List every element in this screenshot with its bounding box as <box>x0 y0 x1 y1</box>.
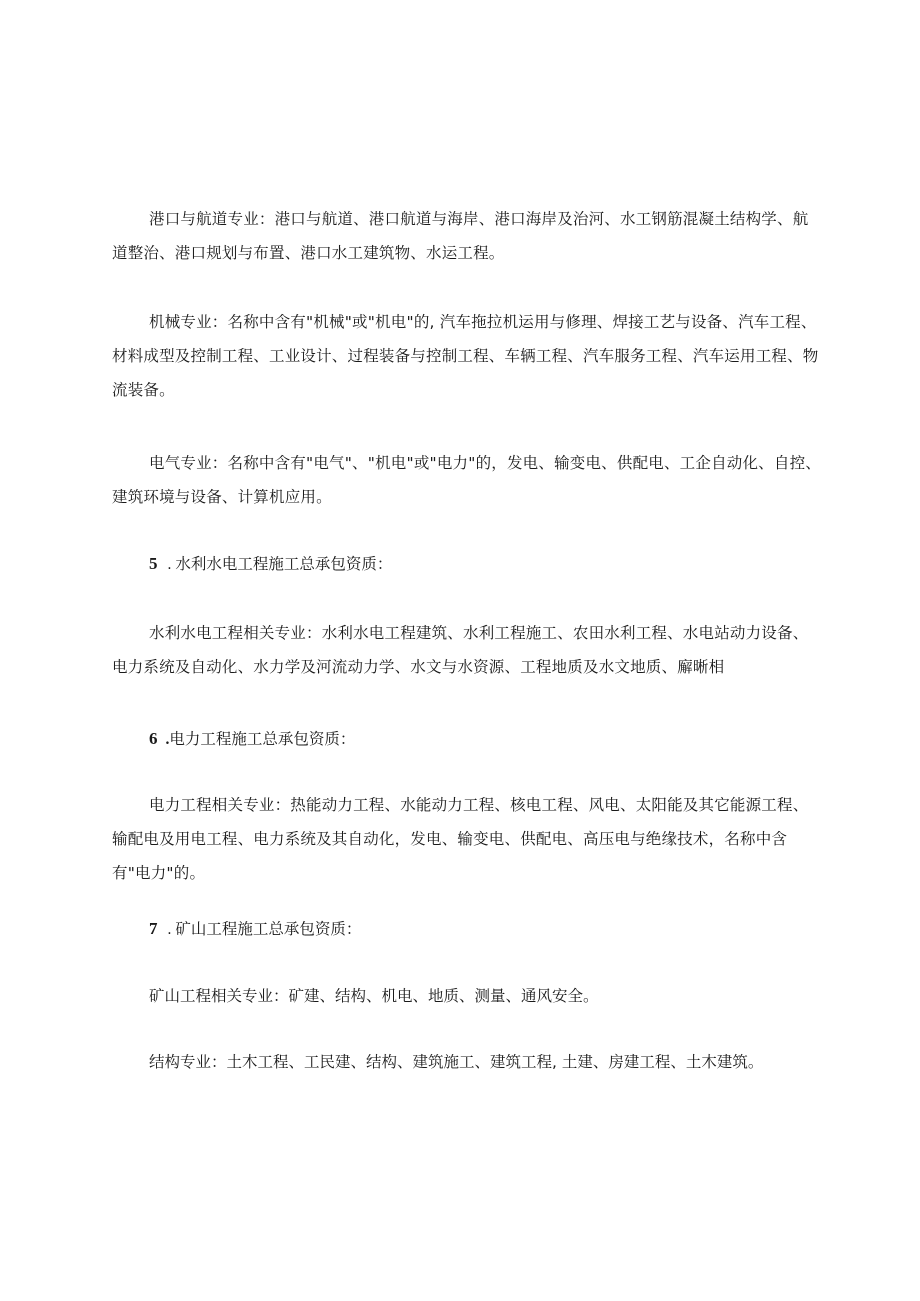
heading-6-text: 电力工程施工总承包资质： <box>169 730 356 748</box>
paragraph-electrical-major: 电气专业：名称中含有"电气"、"机电"或"电力"的，发电、输变电、供配电、工企自动化、自控、建筑环境与设备、计算机应用。 <box>112 454 821 506</box>
paragraph-water-conservancy-majors: 水利水电工程相关专业：水利水电工程建筑、水利工程施工、农田水利工程、水电站动力设备、电力系统及自动化、水力学及河流动力学、水文与水资源、工程地质及水文地质、廨晰相 <box>112 624 809 676</box>
heading-section-5 <box>149 547 392 582</box>
heading-section-7 <box>149 912 361 947</box>
heading-5-number: 5 <box>149 554 158 573</box>
paragraph-power-engineering-majors: 电力工程相关专业：热能动力工程、水能动力工程、核电工程、风电、太阳能及其它能源工程、输配电及用电工程、电力系统及其自动化，发电、输变电、供配电、高压电与绝缘技术，名称中含有"电力"的。 <box>112 796 809 882</box>
heading-6-separator: . <box>165 731 170 748</box>
heading-5-separator: . <box>167 556 172 573</box>
heading-7-separator: . <box>167 921 172 938</box>
heading-7-number: 7 <box>149 919 158 938</box>
paragraph-mining-majors: 矿山工程相关专业：矿建、结构、机电、地质、测量、通风安全。 <box>149 987 599 1005</box>
paragraph-structural-major: 结构专业：土木工程、工民建、结构、建筑施工、建筑工程, 土建、房建工程、土木建筑。 <box>149 1053 764 1071</box>
paragraph-harbor-major: 港口与航道专业：港口与航道、港口航道与海岸、港口海岸及治河、水工钢筋混凝土结构学、航道整治、港口规划与布置、港口水工建筑物、水运工程。 <box>112 210 809 262</box>
heading-5-text: 水利水电工程施工总承包资质： <box>175 555 393 573</box>
paragraph-mechanical-major: 机械专业：名称中含有"机械"或"机电"的, 汽车拖拉机运用与修理、焊接工艺与设备、汽车工程、材料成型及控制工程、工业设计、过程装备与控制工程、车辆工程、汽车服务工程、汽车运用工程、物流装备。 <box>112 313 819 399</box>
heading-7-text: 矿山工程施工总承包资质： <box>175 920 362 938</box>
heading-section-6 <box>149 722 355 757</box>
heading-6-number: 6 <box>149 729 158 748</box>
